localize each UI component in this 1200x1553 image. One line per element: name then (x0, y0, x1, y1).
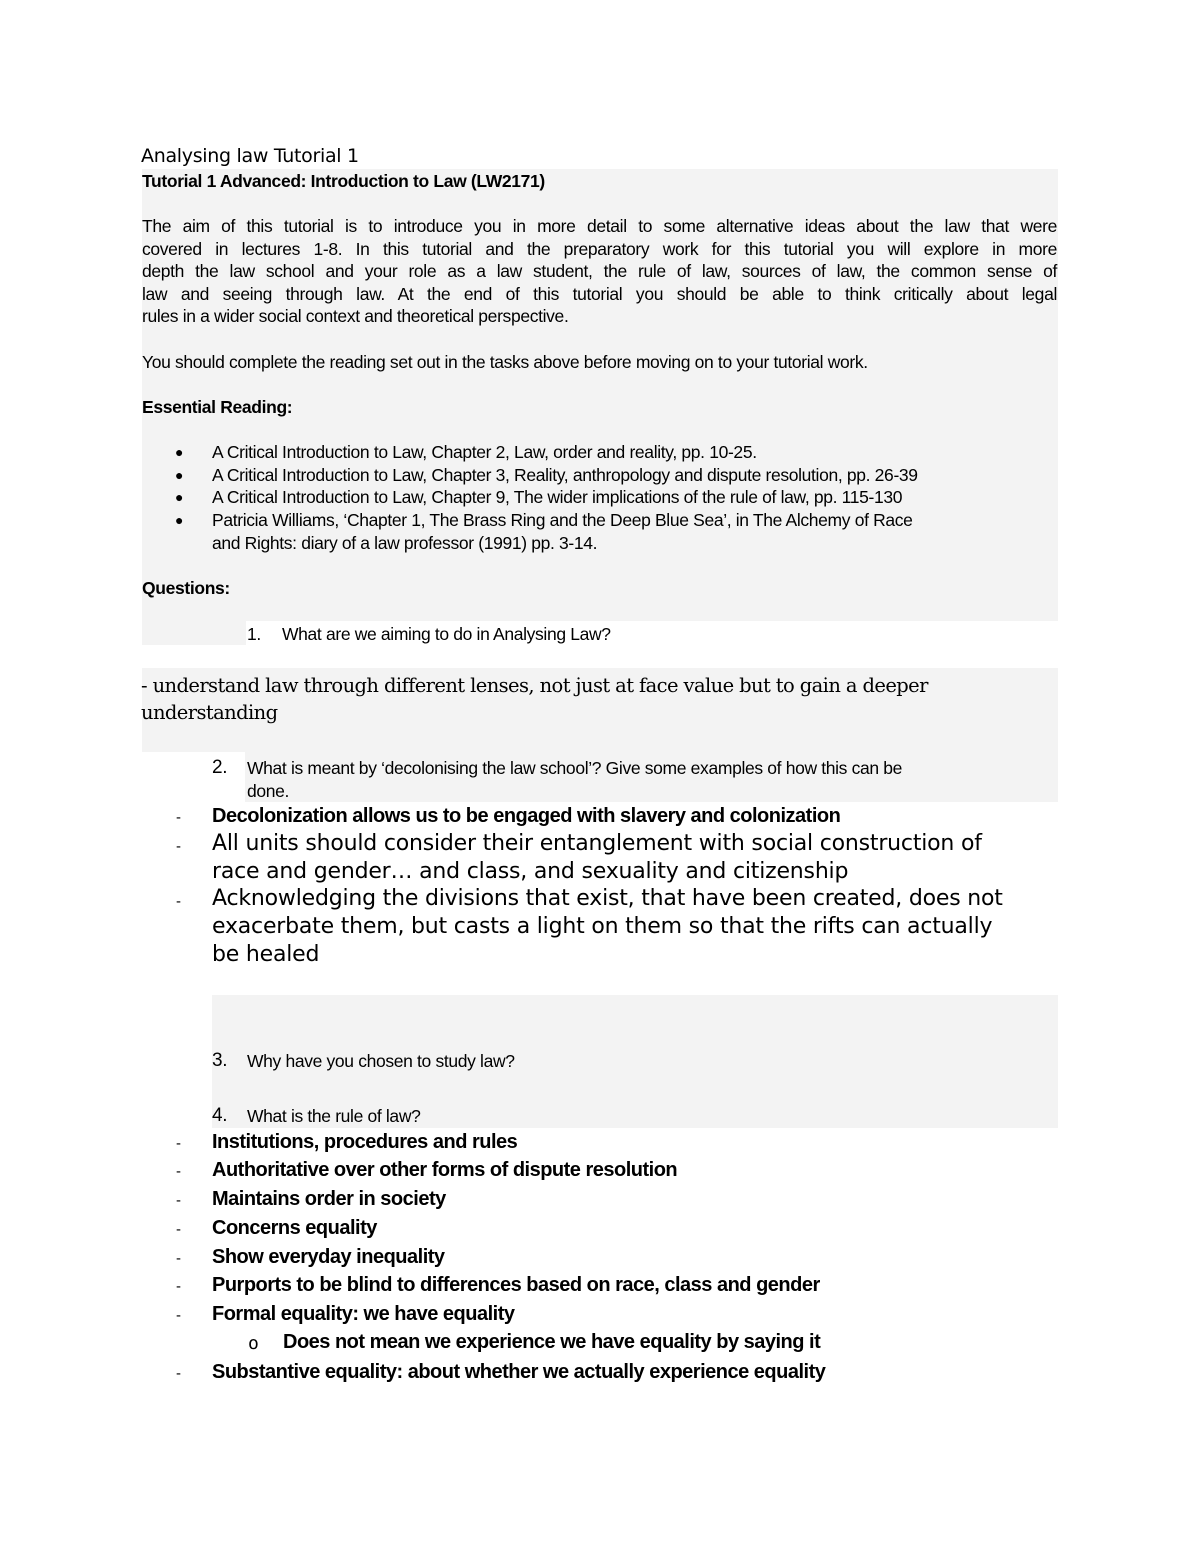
intro-line: The aim of this tutorial is to introduce you in more detail to some alternative ideas about the law that were (142, 216, 1057, 236)
answer-bold-line: Authoritative over other forms of dispute resolution (212, 1159, 678, 1181)
answer-line: All units should consider their entanglement with social construction of (212, 831, 982, 856)
answer-bold-line: Concerns equality (212, 1217, 377, 1239)
essential-reading-heading: Essential Reading: (142, 397, 293, 417)
question-number: 1. (247, 624, 261, 644)
answer-bold-line: Show everyday inequality (212, 1246, 445, 1268)
dash-marker: - (176, 838, 181, 855)
bullet-icon: ● (175, 512, 184, 528)
document-title: Analysing law Tutorial 1 (141, 145, 359, 167)
bullet-icon: ● (175, 444, 184, 460)
answer-line: exacerbate them, but casts a light on them so that the rifts can actually (212, 914, 993, 939)
answer-bold-line: Formal equality: we have equality (212, 1303, 515, 1325)
shade-block-readings (142, 439, 177, 553)
question-text: What is the rule of law? (247, 1106, 421, 1126)
question-number: 4. (212, 1105, 228, 1126)
answer-sub-line: Does not mean we experience we have equality by saying it (283, 1331, 821, 1353)
answer-bold-line: Decolonization allows us to be engaged with slavery and colonization (212, 805, 841, 827)
answer-line: Acknowledging the divisions that exist, that have been created, does not (212, 886, 1003, 911)
dash-marker: - (176, 893, 181, 910)
dash-marker: - (176, 1250, 181, 1267)
answer-bold-line: Maintains order in society (212, 1188, 446, 1210)
dash-marker: - (176, 1135, 181, 1152)
shade-block-q1-left (142, 621, 246, 645)
questions-heading: Questions: (142, 578, 230, 598)
dash-marker: - (176, 1192, 181, 1209)
question-text: Why have you chosen to study law? (247, 1051, 515, 1071)
dash-marker: - (176, 1163, 181, 1180)
dash-marker: - (176, 1365, 181, 1382)
dash-marker: - (176, 1278, 181, 1295)
intro-line: depth the law school and your role as a law student, the rule of law, sources of law, the common sense of (142, 261, 1057, 281)
answer-bold-line: Substantive equality: about whether we actually experience equality (212, 1361, 826, 1383)
reading-item-continued: and Rights: diary of a law professor (1991) pp. 3-14. (212, 533, 598, 553)
sub-bullet-marker: o (248, 1333, 259, 1354)
dash-marker: - (176, 809, 181, 826)
question-text: What is meant by ‘decolonising the law school’? Give some examples of how this can be (247, 758, 903, 778)
question-text: What are we aiming to do in Analysing Law? (282, 624, 611, 644)
answer-line: understanding (141, 701, 278, 724)
answer-line: - understand law through different lenses, not just at face value but to gain a deeper (141, 674, 928, 697)
intro-line: covered in lectures 1-8. In this tutorial and the preparatory work for this tutorial you will explore in more (142, 238, 1057, 259)
question-number: 2. (212, 757, 228, 778)
reading-item: A Critical Introduction to Law, Chapter 3, Reality, anthropology and dispute resolution, pp. 26-39 (212, 465, 918, 485)
question-number: 3. (212, 1050, 228, 1071)
intro-line: law and seeing through law. At the end of this tutorial you should be able to think critically about legal (142, 283, 1057, 304)
reading-item: A Critical Introduction to Law, Chapter 9, The wider implications of the rule of law, pp. 115-130 (212, 487, 903, 507)
bullet-icon: ● (175, 489, 184, 505)
document-subtitle: Tutorial 1 Advanced: Introduction to Law (LW2171) (142, 171, 545, 191)
reading-item: A Critical Introduction to Law, Chapter 2, Law, order and reality, pp. 10-25. (212, 442, 757, 462)
intro-paragraph (142, 215, 1057, 328)
intro-line: rules in a wider social context and theoretical perspective. (142, 306, 569, 326)
answer-line: race and gender… and class, and sexuality and citizenship (212, 859, 849, 884)
reading-item: Patricia Williams, ‘Chapter 1, The Brass Ring and the Deep Blue Sea’, in The Alchemy of Race (212, 510, 913, 530)
bullet-icon: ● (175, 467, 184, 483)
reading-note: You should complete the reading set out in the tasks above before moving on to your tutorial work. (142, 352, 868, 372)
answer-line: be healed (212, 942, 320, 967)
answer-bold-line: Purports to be blind to differences based on race, class and gender (212, 1274, 820, 1296)
question-text-continued: done. (247, 781, 290, 801)
answer-bold-line: Institutions, procedures and rules (212, 1131, 518, 1153)
shade-block-questions (142, 553, 1058, 621)
dash-marker: - (176, 1221, 181, 1238)
dash-marker: - (176, 1307, 181, 1324)
